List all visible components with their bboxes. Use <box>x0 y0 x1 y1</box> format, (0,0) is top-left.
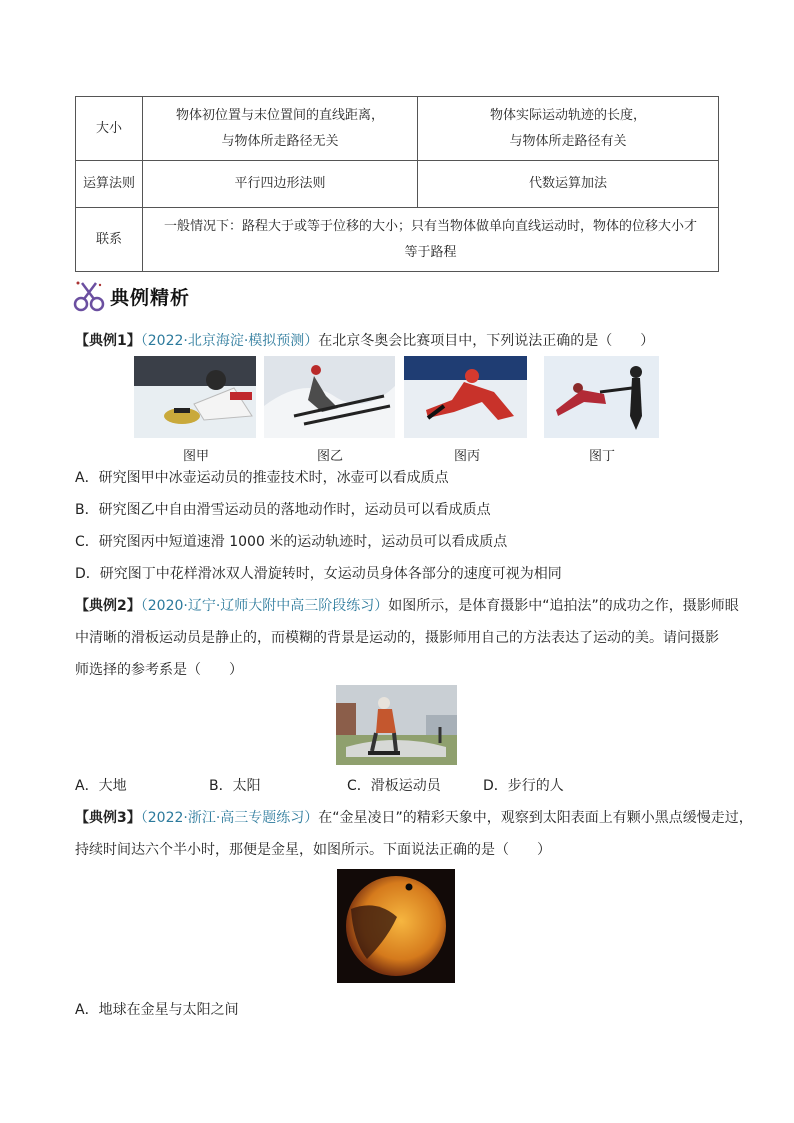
figure-skating-photo <box>544 356 659 438</box>
cell-line: 与物体所走路径有关 <box>509 133 627 149</box>
example-3-question <box>75 807 753 827</box>
comparison-table <box>75 96 719 272</box>
example-tag: 【典例2】 <box>75 598 141 614</box>
curling-photo <box>134 356 256 438</box>
cell-line: 物体实际运动轨迹的长度， <box>489 107 646 123</box>
question-text: 持续时间达六个半小时，那便是金星，如图所示。下面说法正确的是（ ） <box>75 842 551 858</box>
question-text: 师选择的参考系是（ ） <box>75 662 243 678</box>
cell-line: 物体初位置与末位置间的直线距离， <box>175 107 384 123</box>
skiing-photo <box>264 356 395 438</box>
option: A．大地 <box>75 778 127 794</box>
option: C．研究图丙中短道速滑 1000 米的运动轨迹时，运动员可以看成质点 <box>75 534 508 550</box>
cell-line: 等于路程 <box>404 244 457 260</box>
row-header: 运算法则 <box>76 161 143 208</box>
table-row <box>76 208 719 272</box>
cell-line: 与物体所走路径无关 <box>221 133 339 149</box>
option: B．研究图乙中自由滑雪运动员的落地动作时，运动员可以看成质点 <box>75 502 491 518</box>
displacement-cell <box>143 97 418 161</box>
distance-cell: 代数运算加法 <box>418 161 719 208</box>
example-2-question <box>75 595 739 615</box>
table-row <box>76 97 719 161</box>
example-1-question <box>75 330 654 350</box>
question-text: 在“金星凌日”的精彩天象中，观察到太阳表面上有颗小黑点缓慢走过， <box>318 810 753 826</box>
option: C．滑板运动员 <box>347 778 441 794</box>
option: B．太阳 <box>209 778 261 794</box>
option: D．步行的人 <box>483 778 564 794</box>
section-heading <box>72 278 190 314</box>
scissors-icon <box>72 279 106 313</box>
example-source: （2020·辽宁·辽师大附中高三阶段练习） <box>140 598 389 614</box>
venus-transit-photo <box>337 869 455 983</box>
table-row <box>76 161 719 208</box>
section-title: 典例精析 <box>110 286 191 309</box>
example-source: （2022·浙江·高三专题练习） <box>140 810 319 826</box>
question-text: 如图所示，是体育摄影中“追拍法”的成功之作，摄影师眼 <box>388 598 739 614</box>
figure-caption: 图乙 <box>316 449 343 464</box>
question-text: 在北京冬奥会比赛项目中，下列说法正确的是（ ） <box>318 333 655 349</box>
example-source: （2022·北京海淀·模拟预测） <box>140 333 319 349</box>
option: A．地球在金星与太阳之间 <box>75 1002 239 1018</box>
figure-caption: 图丁 <box>588 449 615 464</box>
speed-skating-photo <box>404 356 527 438</box>
figure-caption: 图甲 <box>182 449 209 464</box>
relation-cell <box>143 208 719 272</box>
row-header: 联系 <box>76 208 143 272</box>
example-tag: 【典例3】 <box>75 810 141 826</box>
displacement-cell: 平行四边形法则 <box>143 161 418 208</box>
option: A．研究图甲中冰壶运动员的推壶技术时，冰壶可以看成质点 <box>75 470 449 486</box>
cell-line: 一般情况下：路程大于或等于位移的大小；只有当物体做单向直线运动时，物体的位移大小才 <box>163 218 697 234</box>
skateboard-photo <box>336 685 457 765</box>
distance-cell <box>418 97 719 161</box>
row-header: 大小 <box>76 97 143 161</box>
options-row <box>75 775 564 795</box>
figure-caption: 图丙 <box>453 449 480 464</box>
example-tag: 【典例1】 <box>75 333 141 349</box>
question-text: 中清晰的滑板运动员是静止的，而模糊的背景是运动的，摄影师用自己的方法表达了运动的美。请问摄影 <box>75 630 719 646</box>
option: D．研究图丁中花样滑冰双人滑旋转时，女运动员身体各部分的速度可视为相同 <box>75 566 562 582</box>
